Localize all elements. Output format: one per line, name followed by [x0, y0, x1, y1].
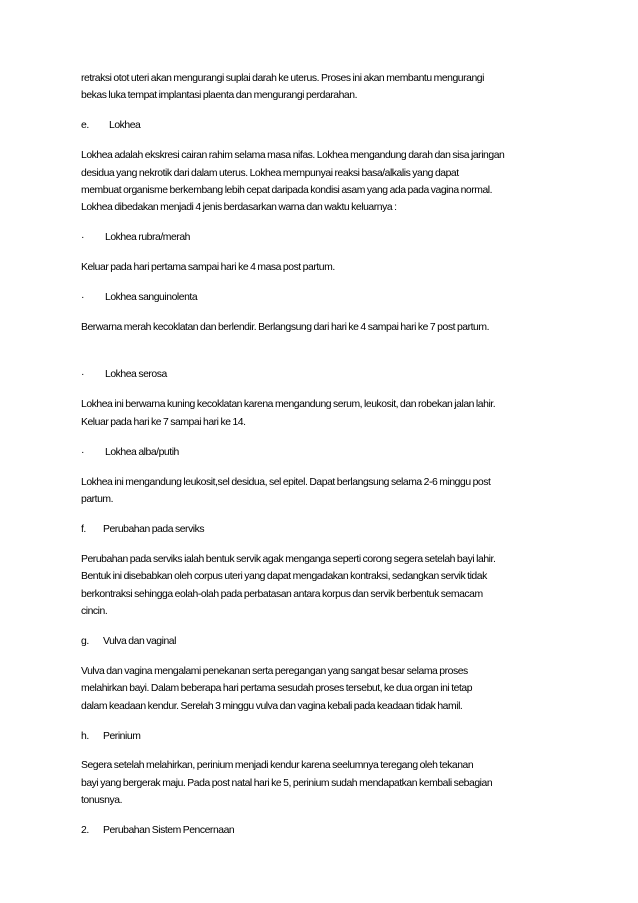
heading-title: Lokhea [109, 120, 141, 132]
bullet-title: Lokhea alba/putih [105, 446, 179, 458]
paragraph-sanguinolenta [81, 319, 576, 336]
text-line: cincin. [81, 606, 108, 618]
bullet-lokhea-rubra [81, 229, 576, 246]
text-line: Perubahan pada serviks ialah bentuk servik agak menganga seperti corong segera setelah bayi lahir. [81, 553, 496, 565]
bullet-mark: · [81, 446, 85, 458]
heading-lokhea [81, 117, 576, 134]
paragraph-lokhea [81, 147, 576, 217]
text-line: Keluar pada hari ke 7 sampai hari ke 14. [81, 416, 246, 428]
bullet-lokhea-serosa [81, 366, 576, 383]
paragraph-alba [81, 474, 576, 509]
paragraph-vulva-vaginal [81, 663, 576, 715]
paragraph-rubra [81, 259, 576, 276]
text-line: Berwarna merah kecoklatan dan berlendir. Berlangsung dari hari ke 4 sampai hari ke 7 post partum. [81, 322, 490, 334]
text-line: partum. [81, 494, 114, 505]
heading-vulva-vaginal [81, 633, 576, 650]
paragraph-perinium [81, 757, 576, 809]
heading-number: 2. [81, 825, 89, 837]
document-page [81, 70, 576, 852]
heading-number: f. [81, 523, 86, 535]
paragraph-serosa [81, 396, 576, 431]
heading-serviks [81, 521, 576, 538]
heading-title: Vulva dan vaginal [103, 635, 176, 647]
heading-sistem-pencernaan [81, 822, 576, 839]
paragraph-uterus [81, 70, 576, 105]
bullet-mark: · [81, 232, 85, 244]
text-line: Lokhea ini mengandung leukosit,sel desidua, sel epitel. Dapat berlangsung selama 2-6 minggu post [81, 476, 491, 488]
text-line: melahirkan bayi. Dalam beberapa hari pertama sesudah proses tersebut, ke dua organ ini tetap [81, 683, 473, 695]
text-line: retraksi otot uteri akan mengurangi suplai darah ke uterus. Proses ini akan membantu mengurangi [81, 73, 484, 84]
heading-title: Perinium [103, 730, 141, 742]
heading-title: Perubahan pada serviks [103, 523, 205, 535]
bullet-title: Lokhea rubra/merah [105, 232, 190, 244]
text-line: tonusnya. [81, 795, 123, 807]
text-line: Bentuk ini disebabkan oleh corpus uteri yang dapat mengadakan kontraksi, sedangkan servik tidak [81, 571, 487, 583]
bullet-mark: · [81, 292, 85, 304]
text-line: Lokhea dibedakan menjadi 4 jenis berdasarkan warna dan waktu keluarnya : [81, 202, 397, 214]
text-line: Lokhea ini berwarna kuning kecoklatan karena mengandung serum, leukosit, dan robekan jalan lahir. [81, 399, 496, 411]
paragraph-serviks [81, 551, 576, 621]
text-line: dalam keadaan kendur. Serelah 3 minggu vulva dan vagina kebali pada keadaan tidak hamil. [81, 700, 463, 712]
bullet-mark: · [81, 369, 85, 381]
text-line: Lokhea adalah ekskresi cairan rahim selama masa nifas. Lokhea mengandung darah dan sisa jaringan [81, 150, 505, 162]
heading-perinium [81, 728, 576, 745]
text-line: bekas luka tempat implantasi plaenta dan mengurangi perdarahan. [81, 90, 358, 102]
heading-number: h. [81, 730, 89, 742]
text-line: Segera setelah melahirkan, perinium menjadi kendur karena seelumnya teregang oleh tekanan [81, 760, 474, 772]
text-line: berkontraksi sehingga eolah-olah pada perbatasan antara korpus dan servik berbentuk semacam [81, 588, 483, 600]
text-line: Keluar pada hari pertama sampai hari ke 4 masa post partum. [81, 262, 335, 274]
heading-number: e. [81, 120, 89, 132]
bullet-title: Lokhea serosa [105, 369, 167, 381]
text-line: bayi yang bergerak maju. Pada post natal hari ke 5, perinium sudah mendapatkan kembali sebagian [81, 777, 493, 789]
text-line: Vulva dan vagina mengalami penekanan serta peregangan yang sangat besar selama proses [81, 665, 468, 677]
bullet-title: Lokhea sanguinolenta [105, 292, 198, 304]
text-line: membuat organisme berkembang lebih cepat daripada kondisi asam yang ada pada vagina normal. [81, 185, 493, 197]
bullet-lokhea-sanguinolenta [81, 289, 576, 306]
bullet-lokhea-alba [81, 444, 576, 461]
heading-number: g. [81, 635, 89, 647]
heading-title: Perubahan Sistem Pencernaan [103, 825, 235, 837]
text-line: desidua yang nekrotik dari dalam uterus. Lokhea mempunyai reaksi basa/alkalis yang dapat [81, 167, 459, 179]
